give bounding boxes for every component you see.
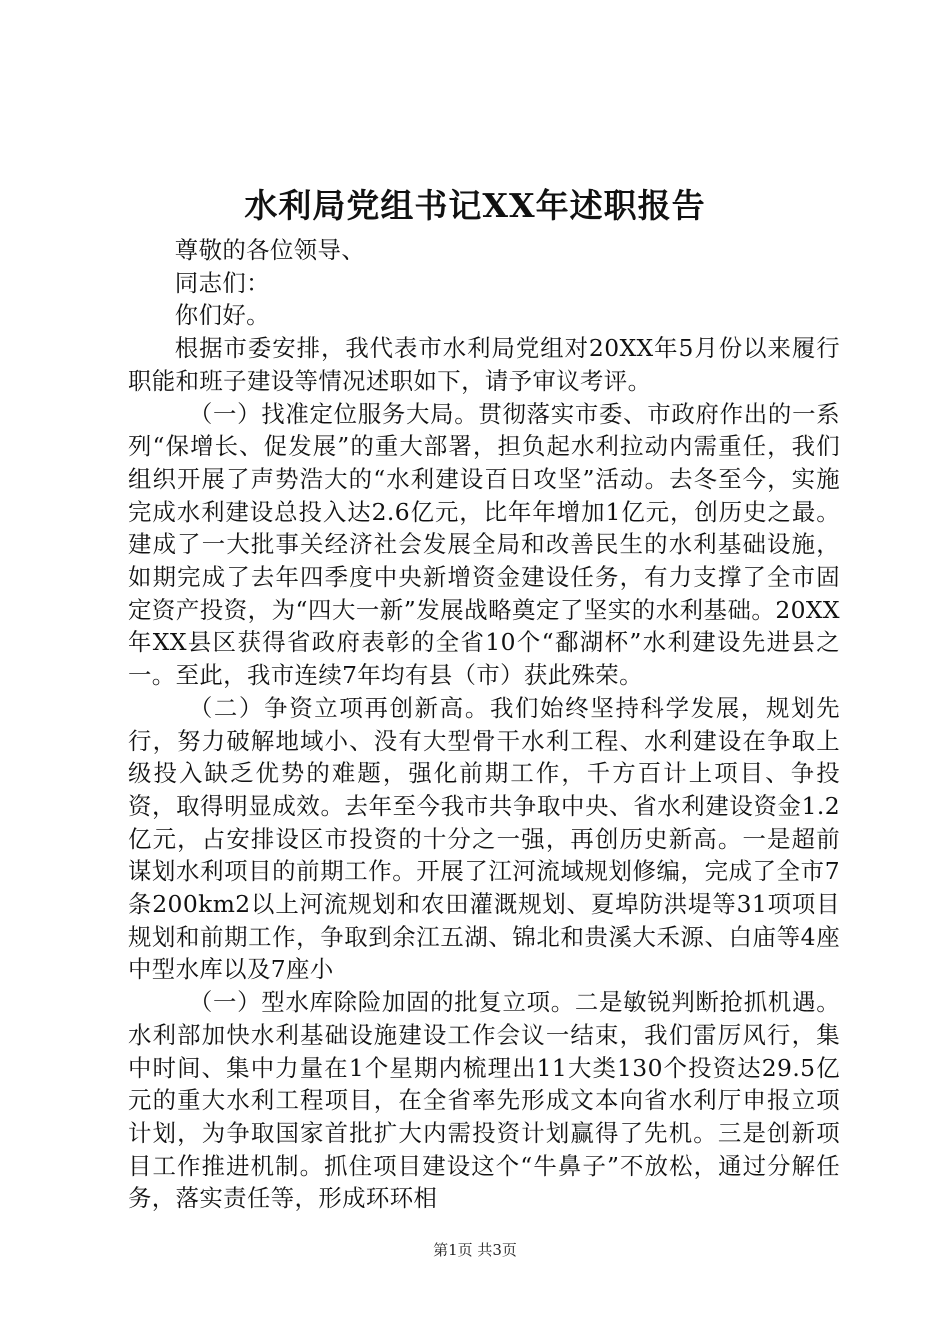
intro-paragraph: 根据市委安排，我代表市水利局党组对20XX年5月份以来履行职能和班子建设等情况述职如下，请予审议考评。 xyxy=(128,334,840,395)
salutation-line: 同志们： xyxy=(174,268,270,297)
document-body xyxy=(128,234,840,1215)
document-title: 水利局党组书记XX年述职报告 xyxy=(244,186,706,225)
greeting-line: 你们好。 xyxy=(174,301,270,330)
section-paragraph: （一）找准定位服务大局。贯彻落实市委、市政府作出的一系列“保增长、促发展”的重大部署，担负起水利拉动内需重任，我们组织开展了声势浩大的“水利建设百日攻坚”活动。去冬至今，实施完成水利建设总投入达2.6亿元，比年年增加1亿元，创历史之最。建成了一大批事关经济社会发展全局和改善民生的水利基础设施，如期完成了去年四季度中央新增资金建设任务，有力支撑了全市固定资产投资，为“四大一新”发展战略奠定了坚实的水利基础。20XX年XX县区获得省政府表彰的全省10个“鄱湖杯”水利建设先进县之一。至此，我市连续7年均有县（市）获此殊荣。 xyxy=(128,399,840,690)
section-paragraph: （一）型水库除险加固的批复立项。二是敏锐判断抢抓机遇。水利部加快水利基础设施建设工作会议一结束，我们雷厉风行，集中时间、集中力量在1个星期内梳理出11大类130个投资达29.5亿元的重大水利工程项目，在全省率先形成文本向省水利厅申报立项计划，为争取国家首批扩大内需投资计划赢得了先机。三是创新项目工作推进机制。抓住项目建设这个“牛鼻子”不放松，通过分解任务，落实责任等，形成环环相 xyxy=(128,988,840,1213)
page-number: 第1页 共3页 xyxy=(433,1241,517,1259)
section-paragraph: （二）争资立项再创新高。我们始终坚持科学发展，规划先行，努力破解地域小、没有大型骨干水利工程、水利建设在争取上级投入缺乏优势的难题，强化前期工作，千方百计上项目、争投资，取得明显成效。去年至今我市共争取中央、省水利建设资金1.2亿元，占安排设区市投资的十分之一强，再创历史新高。一是超前谋划水利项目的前期工作。开展了江河流域规划修编，完成了全市7条200km2以上河流规划和农田灌溉规划、夏埠防洪堤等31项项目规划和前期工作，争取到余江五湖、锦北和贵溪大禾源、白庙等4座中型水库以及7座小 xyxy=(128,693,840,984)
salutation-line: 尊敬的各位领导、 xyxy=(174,236,366,264)
